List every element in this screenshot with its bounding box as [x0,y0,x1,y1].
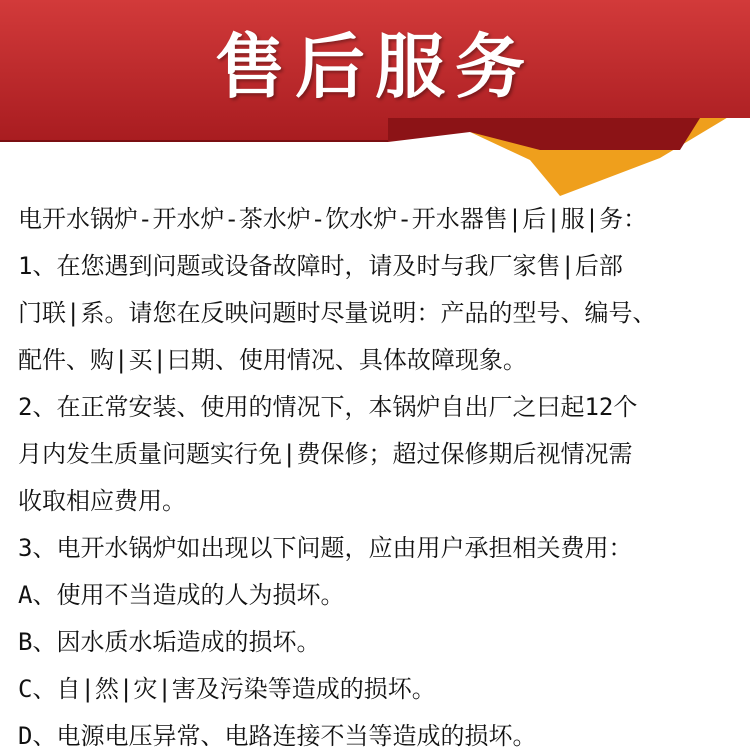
text-line: 2、在正常安装、使用的情况下，本锅炉自出厂之曰起12个 [18,393,638,421]
text-line: 月内发生质量问题实行免|费保修；超过保修期后视情况需 [18,440,633,468]
text-line: C、自|然|灾|害及污染等造成的损坏。 [18,675,436,703]
service-text [18,196,743,750]
text-line: 电开水锅炉-开水炉-茶水炉-饮水炉-开水器售|后|服|务： [18,205,648,233]
ribbon-fold-shadow [388,118,700,150]
text-line: 收取相应费用。 [18,487,186,515]
text-line: B、因水质水垢造成的损坏。 [18,628,321,656]
text-line: 1、在您遇到问题或设备故障时，请及时与我厂家售|后部 [18,252,623,280]
text-line: A、使用不当造成的人为损坏。 [18,581,345,609]
text-line: 配件、购|买|曰期、使用情况、具体故障现象。 [18,346,527,374]
text-line: 3、电开水锅炉如出现以下问题，应由用户承担相关费用： [18,534,633,562]
text-line: 门联|系。请您在反映问题时尽量说明：产品的型号、编号、 [18,299,657,327]
page-title: 售后服务 [215,25,535,108]
text-line: D、电源电压异常、电路连接不当等造成的损坏。 [18,722,537,750]
